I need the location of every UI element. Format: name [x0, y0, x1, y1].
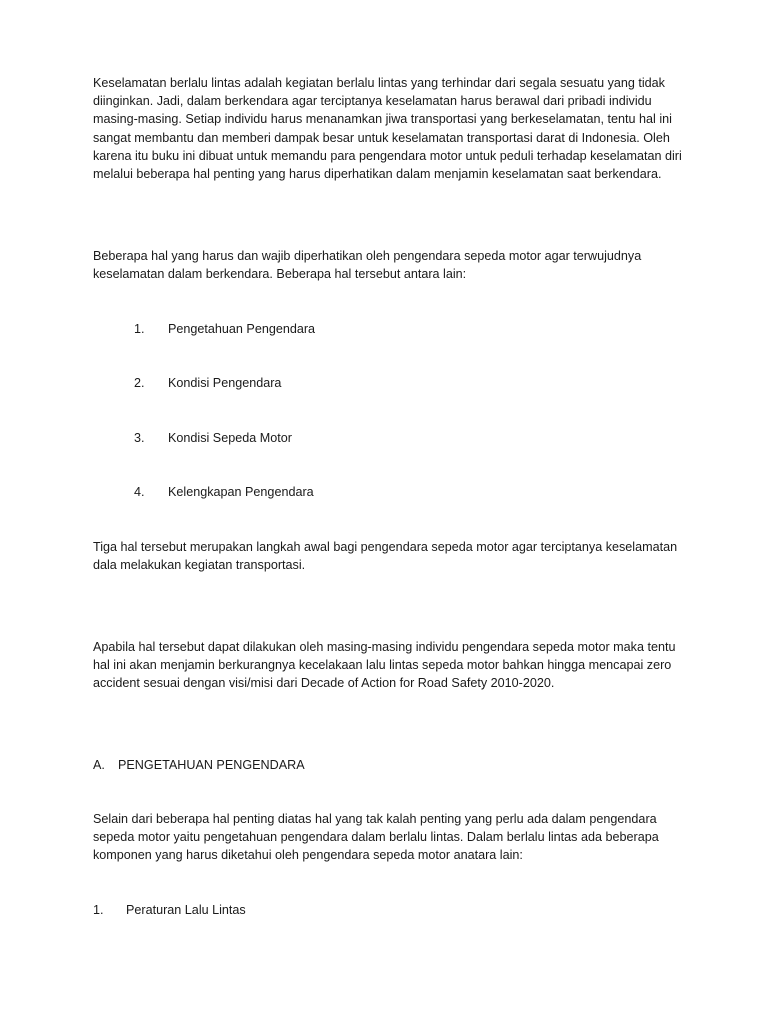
list-number: 4.: [134, 485, 145, 499]
list-label: Kondisi Sepeda Motor: [168, 431, 292, 445]
list-number: 2.: [134, 376, 145, 390]
list-label: Pengetahuan Pengendara: [168, 322, 316, 336]
list-label: Kelengkapan Pengendara: [168, 485, 314, 499]
section-paragraph: Selain dari beberapa hal penting diatas hal yang tak kalah penting yang perlu ada dalam pengendara sepeda motor yaitu pengetahuan pengendara dalam berlalu lintas. Dalam berlalu lintas ada beberapa komponen yang harus diketahui oleh pengendara sepeda motor anatara lain:: [93, 812, 659, 863]
list-number: 1.: [134, 322, 145, 336]
list-intro-paragraph: Beberapa hal yang harus dan wajib diperhatikan oleh pengendara sepeda motor agar terwujudnya keselamatan dalam berkendara. Beberapa hal tersebut antara lain:: [93, 249, 642, 282]
sub-list-number: 1.: [93, 903, 104, 917]
goal-paragraph: Apabila hal tersebut dapat dilakukan oleh masing-masing individu pengendara sepeda motor maka tentu hal ini akan menjamin berkurangnya kecelakaan lalu lintas sepeda motor bahkan hingga mencapai zero accident sesuai dengan visi/misi dari Decade of Action for Road Safety 2010-2020.: [93, 640, 676, 691]
section-title: PENGETAHUAN PENGENDARA: [118, 758, 305, 772]
list-label: Kondisi Pengendara: [168, 376, 282, 390]
summary-paragraph: Tiga hal tersebut merupakan langkah awal bagi pengendara sepeda motor agar terciptanya keselamatan dala melakukan kegiatan transportasi.: [93, 540, 678, 573]
intro-paragraph: Keselamatan berlalu lintas adalah kegiatan berlalu lintas yang terhindar dari segala sesuatu yang tidak diinginkan. Jadi, dalam berkendara agar terciptanya keselamatan harus berawal dari pribadi individu masing-masing. Setiap individu harus menanamkan jiwa transportasi yang berkeselamatan, tentu hal ini sangat membantu dan memberi dampak besar untuk keselamatan transportasi darat di Indonesia. Oleh karena itu buku ini dibuat untuk memandu para pengendara motor untuk peduli terhadap keselamatan diri melalui beberapa hal penting yang harus diperhatikan dalam menjamin keselamatan saat berkendara.: [93, 76, 682, 182]
list-number: 3.: [134, 431, 145, 445]
sub-list-label: Peraturan Lalu Lintas: [126, 903, 246, 917]
section-letter: A.: [93, 758, 105, 772]
